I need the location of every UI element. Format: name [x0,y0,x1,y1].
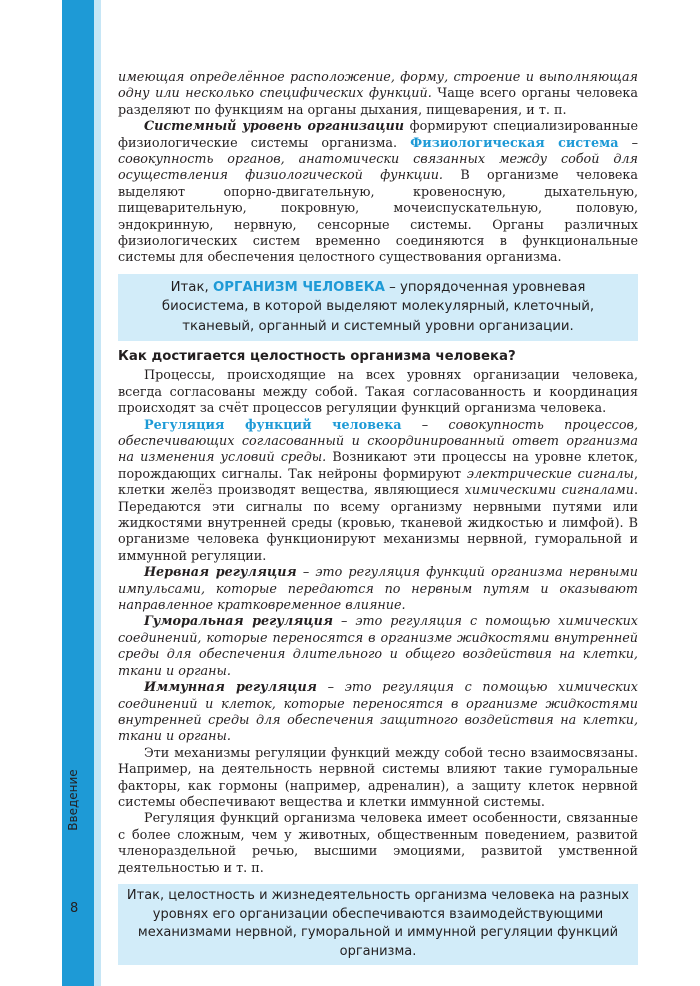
term-system-level: Системный уровень организации [144,119,405,135]
paragraph-interconnection: Эти механизмы регуляции функций между собой тесно взаимосвязаны. Например, на деятельность нервной системы влияют такие гуморальные факторы, как гормоны (например, адреналин), а защиту клеток нервной системы обеспечивают вещества и клетки иммунной системы. [118,745,638,810]
paragraph-human-features: Регуляция функций организма человека имеет особенности, связанные с более сложным, чем у животных, общественным поведением, развитой членораздельной речью, высшими эмоциями, развитой умственной деятельностью и т. п. [118,811,638,876]
term-physiological-system: Физиологическая система [410,135,619,151]
paragraph-nervous-regulation: Нервная регуляция – это регуляция функций организма нервными импульсами, которые передаются по нервным путям и оказывают направленное кратковременное влияние. [118,565,638,614]
term-immune-regulation: Иммунная регуляция [144,680,317,696]
page-number: 8 [70,901,79,916]
page-content [118,70,638,965]
term-humoral-regulation: Гуморальная регуляция [144,614,334,630]
paragraph-regulation: Регуляция функций человека – совокупность процессов, обеспечивающих согласованный и скоординированный ответ организма на изменения условий среды. Возникают эти процессы на уровне клеток, порождающих сигналы. Так нейроны формируют электрические сигналы, клетки желёз производят вещества, являющиеся химическими сигналами. Передаются эти сигналы по всему организму нервными путями или жидкостями внутренней среды (кровью, тканевой жидкостью и лимфой). В организме человека функционируют механизмы нервной, гуморальной и иммунной регуляции. [118,417,638,564]
paragraph-coordination: Процессы, происходящие на всех уровнях организации человека, всегда согласованы между собой. Такая согласованность и координация происходят за счёт процессов регуляции функций организма человека. [118,368,638,417]
term-nervous-regulation: Нервная регуляция [144,565,297,581]
sidebar-stripe-light [94,0,101,986]
paragraph-1: имеющая определённое расположение, форму, строение и выполняющая одну или несколько специфических функций. Чаще всего органы человека разделяют по функциям на органы дыхания, пищеварения, и т. п. [118,70,638,118]
section-label: Введение [66,769,80,831]
term-regulation: Регуляция функций человека [144,417,402,433]
summary-box-organism: Итак, ОРГАНИЗМ ЧЕЛОВЕКА – упорядоченная уровневая биосистема, в которой выделяют молекулярный, клеточный, тканевый, органный и системный уровни организации. [118,274,638,342]
term-human-organism: ОРГАНИЗМ ЧЕЛОВЕКА [212,279,385,295]
paragraph-humoral-regulation: Гуморальная регуляция – это регуляция с помощью химических соединений, которые переносятся в организме жидкостями внутренней среды для обеспечения длительного и общего воздействия на клетки, ткани и органы. [118,614,638,679]
section-heading: Как достигается целостность организма человека? [118,349,516,365]
paragraph-immune-regulation: Иммунная регуляция – это регуляция с помощью химических соединений и клеток, которые переносятся в организме жидкостями внутренней среды для обеспечения защитного воздействия на клетки, ткани и органы. [118,680,638,745]
summary-box-integrity: Итак, целостность и жизнедеятельность организма человека на разных уровнях его организации обеспечиваются взаимодействующими механизмами нервной, гуморальной и иммунной регуляции функций организма. [118,884,638,965]
paragraph-system-level: Системный уровень организации формируют специализированные физиологические системы организма. Физиологическая система – совокупность органов, анатомически связанных между собой для осуществления физиологической функции. В организме человека выделяют опорно-двигательную, кровеносную, дыхательную, пищеварительную, покровную, мочеиспускательную, половую, эндокринную, нервную, сенсорные системы. Органы различных физиологических систем временно соединяются в функциональные системы для обеспечения целостного существования организма. [118,119,638,266]
